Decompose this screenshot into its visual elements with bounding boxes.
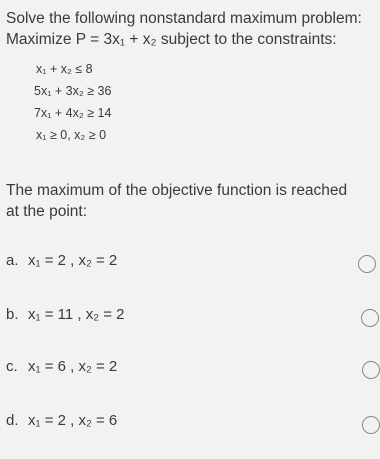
option-c-letter: c. bbox=[6, 358, 18, 375]
option-d-text: x₁ = 2 , x₂ = 6 bbox=[28, 412, 118, 429]
option-a[interactable] bbox=[6, 250, 117, 272]
option-a-text: x₁ = 2 , x₂ = 2 bbox=[28, 252, 118, 269]
constraint-1: x₁ + x₂ ≤ 8 bbox=[36, 62, 93, 76]
question-line-2: at the point: bbox=[6, 203, 88, 220]
problem-instruction: Solve the following nonstandard maximum problem: bbox=[6, 10, 362, 27]
option-a-letter: a. bbox=[6, 252, 19, 269]
option-b-radio[interactable] bbox=[361, 309, 379, 327]
option-b[interactable] bbox=[6, 304, 125, 326]
option-c-radio[interactable] bbox=[362, 361, 380, 379]
option-b-letter: b. bbox=[6, 306, 19, 323]
question-line-1: The maximum of the objective function is reached bbox=[6, 182, 348, 199]
objective-function: Maximize P = 3x₁ + x₂ subject to the constraints: bbox=[6, 31, 337, 48]
option-b-text: x₁ = 11 , x₂ = 2 bbox=[28, 306, 125, 323]
constraint-4: x₁ ≥ 0, x₂ ≥ 0 bbox=[36, 128, 107, 142]
constraint-2: 5x₁ + 3x₂ ≥ 36 bbox=[34, 84, 112, 98]
option-a-radio[interactable] bbox=[358, 255, 376, 273]
question-text bbox=[6, 180, 366, 222]
constraint-3: 7x₁ + 4x₂ ≥ 14 bbox=[34, 106, 112, 120]
problem-statement bbox=[6, 8, 376, 50]
option-c-text: x₁ = 6 , x₂ = 2 bbox=[28, 358, 118, 375]
option-c[interactable] bbox=[6, 356, 117, 378]
constraints-list bbox=[34, 58, 111, 146]
option-d-radio[interactable] bbox=[362, 416, 380, 434]
option-d[interactable] bbox=[6, 410, 117, 432]
option-d-letter: d. bbox=[6, 412, 19, 429]
